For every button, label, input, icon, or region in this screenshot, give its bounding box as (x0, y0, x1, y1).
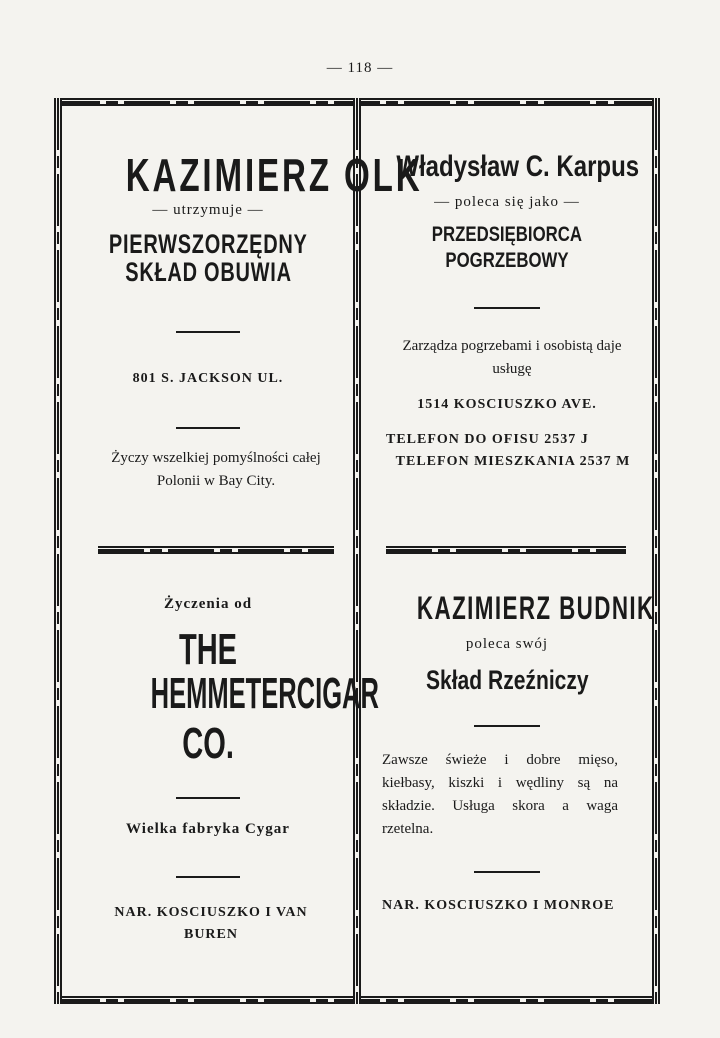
hemmeter-separator-2 (176, 876, 240, 878)
karpus-tagline: — poleca się jako — (434, 194, 580, 210)
budnik-address: NAR. KOSCIUSZKO I MONROE (382, 898, 615, 913)
frame-border-right (652, 98, 660, 1004)
page-number: — 118 — (326, 60, 394, 76)
frame-divider-right (386, 546, 626, 554)
karpus-business-line1: PRZEDSIĘBIORCA (431, 223, 583, 246)
hemmeter-greeting: Życzenia od (163, 596, 253, 612)
karpus-description: Zarządza pogrzebami i osobistą daje usługę (402, 338, 622, 377)
olk-address: 801 S. JACKSON UL. (132, 371, 284, 386)
hemmeter-separator-1 (176, 797, 240, 799)
karpus-separator-1 (474, 307, 540, 309)
karpus-phone-office: TELEFON DO OFISU 2537 J (386, 432, 589, 447)
olk-name: KAZIMIERZ OLK (125, 149, 423, 201)
frame-border-left (54, 98, 62, 1004)
olk-business-line2: SKŁAD OBUWIA (124, 257, 292, 287)
olk-separator-2 (176, 427, 240, 429)
advertisement-frame (54, 98, 660, 1004)
frame-divider-vertical (353, 98, 361, 1004)
budnik-description: Zawsze świeże i dobre mięso, kiełbasy, kiszki i wędliny są na składzie. Usługa skora a waga rzetelna. (382, 752, 618, 837)
hemmeter-name-line1: THE (178, 625, 238, 674)
karpus-address: 1514 KOSCIUSZKO AVE. (417, 397, 597, 412)
olk-tagline: — utrzymuje — (152, 202, 264, 218)
ad-karpus (366, 112, 648, 542)
hemmeter-address: NAR. KOSCIUSZKO I VAN BUREN (114, 905, 308, 942)
budnik-name: KAZIMIERZ BUDNIK (416, 590, 655, 626)
ad-budnik (366, 560, 655, 990)
olk-business-line1: PIERWSZORZĘDNY (108, 229, 308, 259)
ad-olk (68, 112, 423, 542)
olk-separator-1 (176, 331, 240, 333)
karpus-phone-home: TELEFON MIESZKANIA 2537 M (395, 454, 631, 469)
budnik-separator-2 (474, 871, 540, 873)
budnik-tagline: poleca swój (465, 636, 549, 652)
hemmeter-name-line2: HEMMETERCIGAR (150, 669, 379, 718)
hemmeter-name-line3: CO. (182, 719, 234, 768)
hemmeter-description: Wielka fabryka Cygar (126, 821, 290, 837)
budnik-business: Skład Rzeźniczy (425, 665, 589, 695)
karpus-name: Władysław C. Karpus (396, 150, 640, 183)
ad-hemmeter (68, 560, 379, 990)
frame-divider-left (98, 546, 334, 554)
budnik-separator-1 (474, 725, 540, 727)
olk-wish: Życzy wszelkiej pomyślności całej Polonii w Bay City. (111, 450, 321, 489)
karpus-business-line2: POGRZEBOWY (445, 249, 569, 272)
